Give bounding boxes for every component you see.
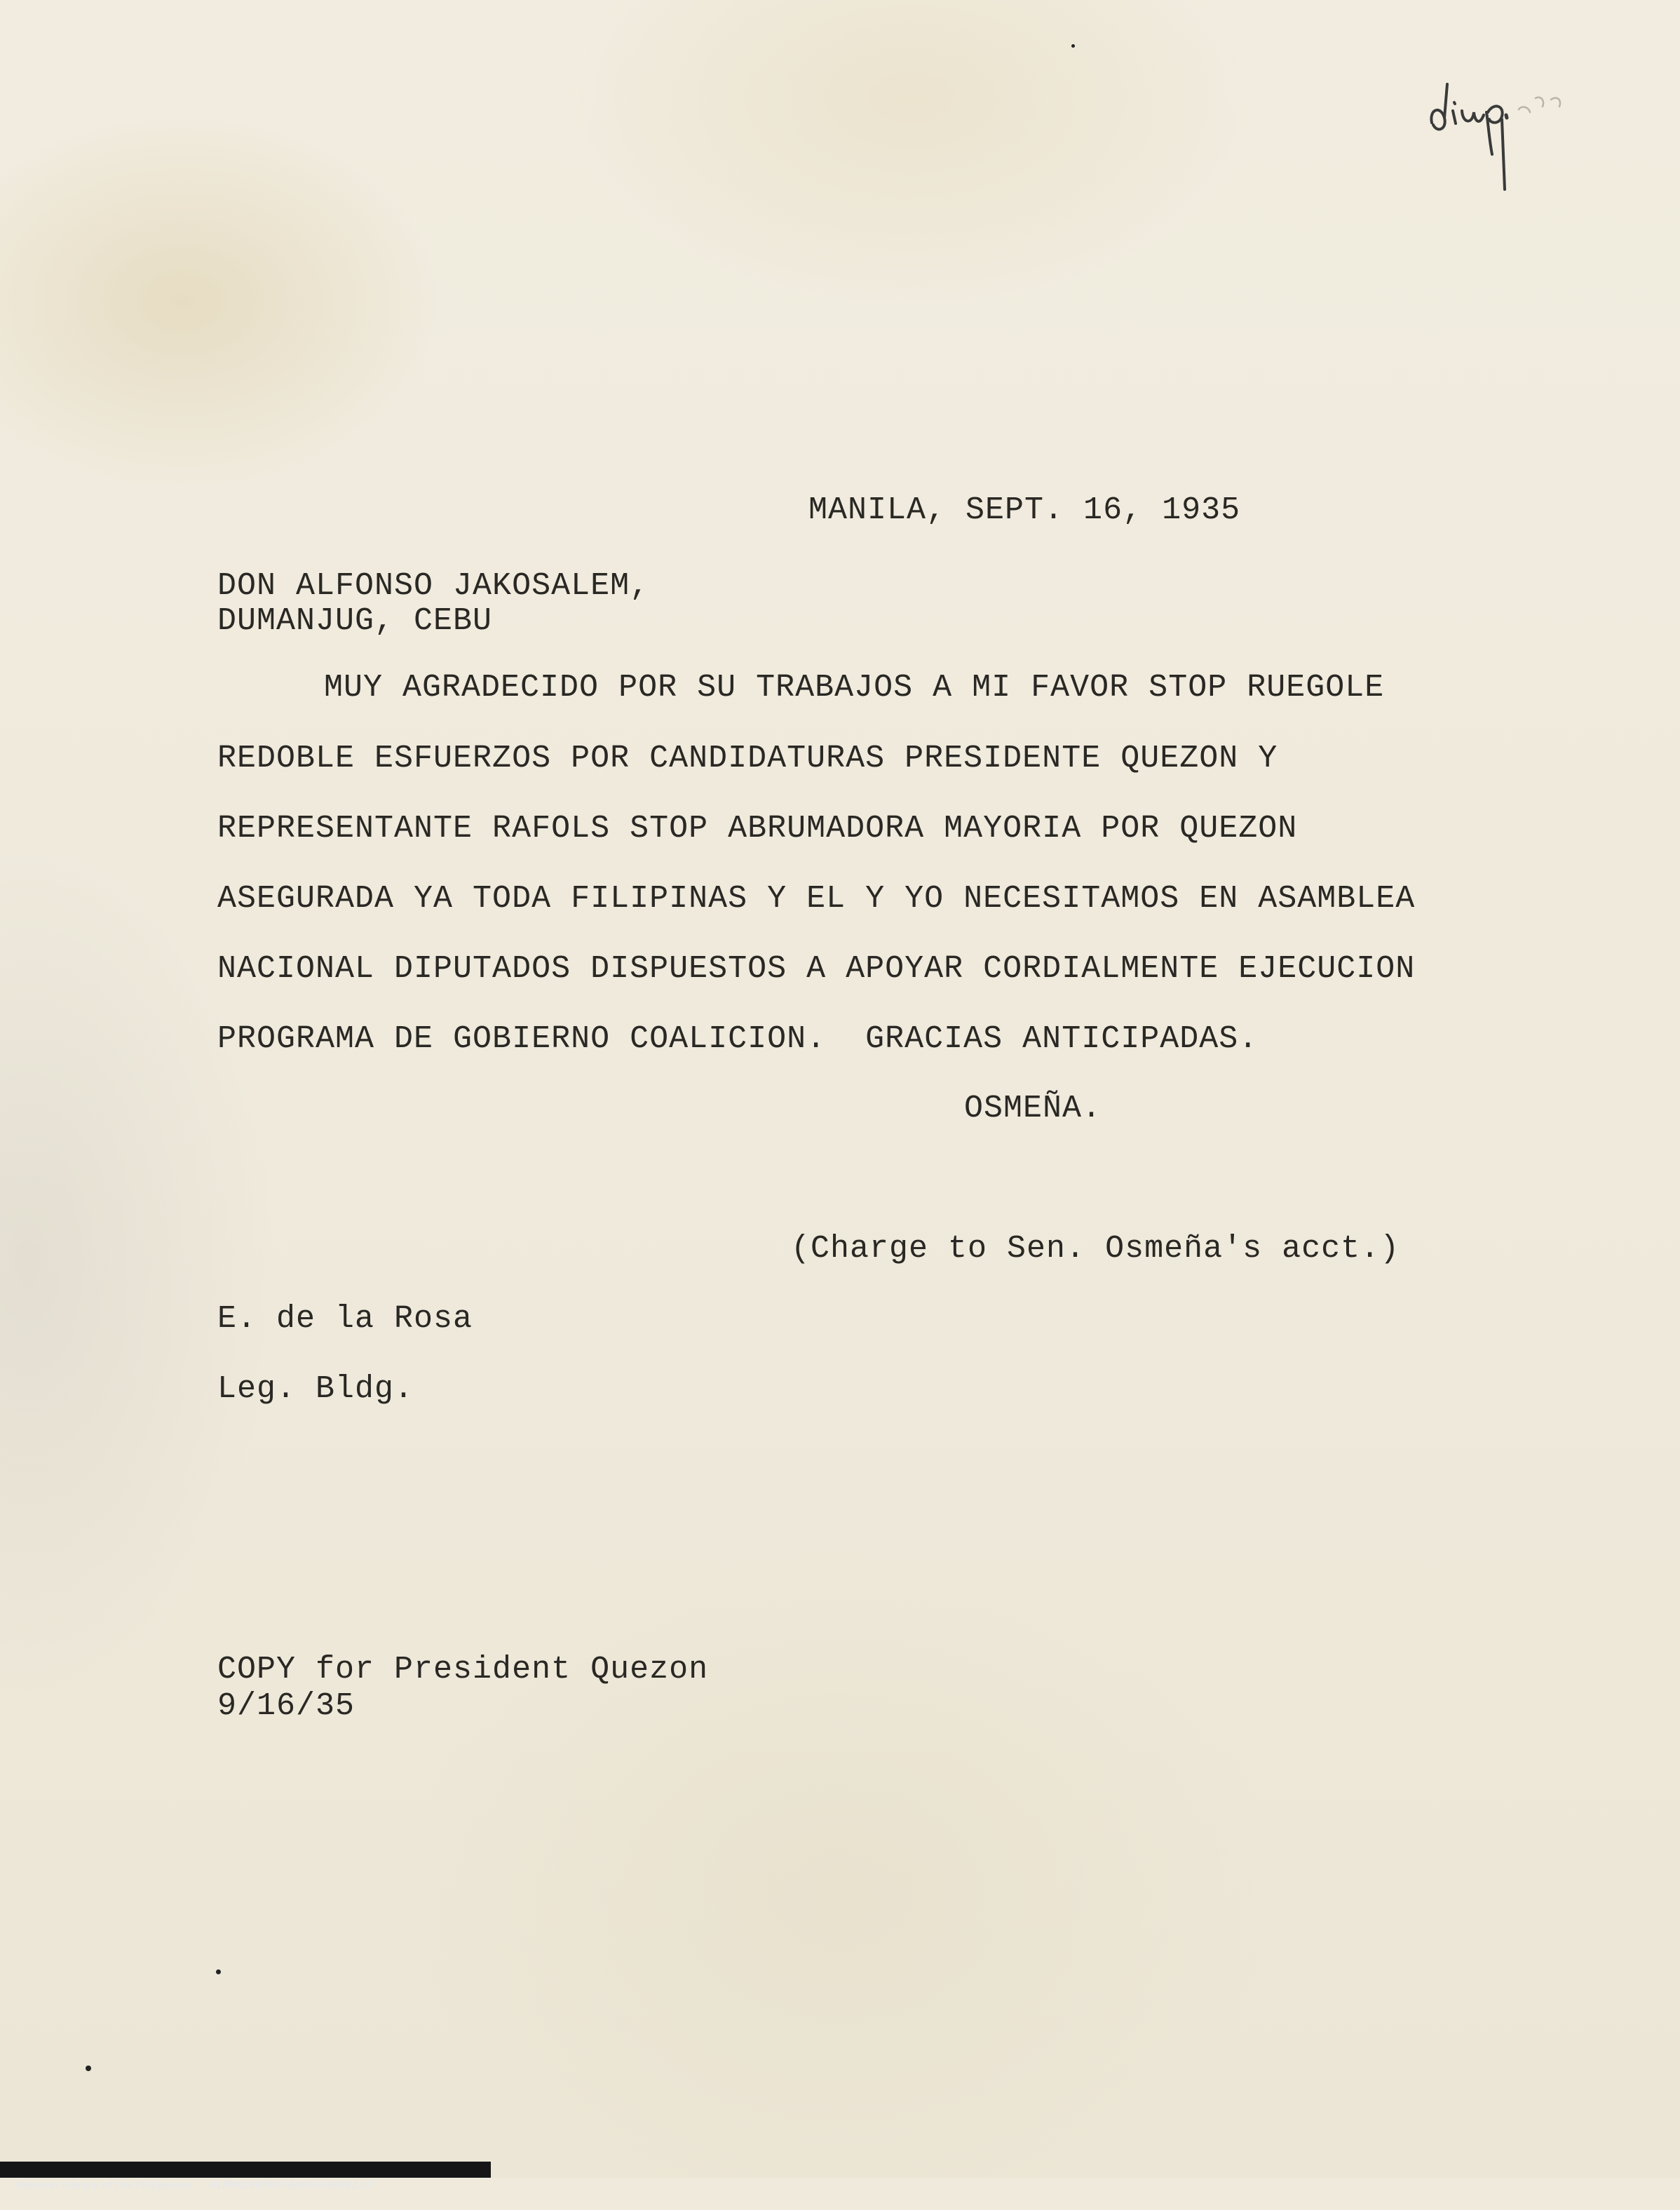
recipient-name: DON ALFONSO JAKOSALEM, — [217, 568, 650, 604]
paper-speck — [216, 1969, 221, 1974]
signature: OSMEÑA. — [964, 1091, 1102, 1126]
sender-address: Leg. Bldg. — [217, 1371, 414, 1407]
paper-speck — [86, 2066, 91, 2071]
charge-note: (Charge to Sen. Osmeña's acct.) — [791, 1231, 1400, 1267]
body-line-6: PROGRAMA DE GOBIERNO COALICION. GRACIAS ANTICIPADAS. — [217, 1021, 1259, 1057]
handwritten-dup-mark — [1423, 56, 1599, 196]
body-line-3: REPRESENTANTE RAFOLS STOP ABRUMADORA MAYORIA POR QUEZON — [217, 811, 1298, 847]
recipient-location: DUMANJUG, CEBU — [217, 603, 493, 639]
paper-speck — [1071, 44, 1075, 48]
copy-note: COPY for President Quezon — [217, 1652, 709, 1687]
archive-footer — [0, 2162, 491, 2191]
body-line-4: ASEGURADA YA TODA FILIPINAS Y EL Y YO NECESITAMOS EN ASAMBLEA — [217, 881, 1416, 917]
footer-library: National Library of the Philippines — [15, 2181, 192, 2191]
body-line-1: MUY AGRADECIDO POR SU TRABAJOS A MI FAVOR STOP RUEGOLE — [324, 670, 1385, 706]
dateline: MANILA, SEPT. 16, 1935 — [808, 492, 1241, 528]
body-line-5: NACIONAL DIPUTADOS DISPUESTOS A APOYAR CORDIALMENTE EJECUCION — [217, 951, 1416, 987]
handwritten-annotation — [1423, 56, 1599, 200]
footer-file-id: NLPMQMN5007B086F048062.tif — [208, 2181, 374, 2191]
sender-name: E. de la Rosa — [217, 1301, 473, 1337]
copy-date: 9/16/35 — [217, 1688, 355, 1724]
body-line-2: REDOBLE ESFUERZOS POR CANDIDATURAS PRESIDENTE QUEZON Y — [217, 741, 1278, 776]
